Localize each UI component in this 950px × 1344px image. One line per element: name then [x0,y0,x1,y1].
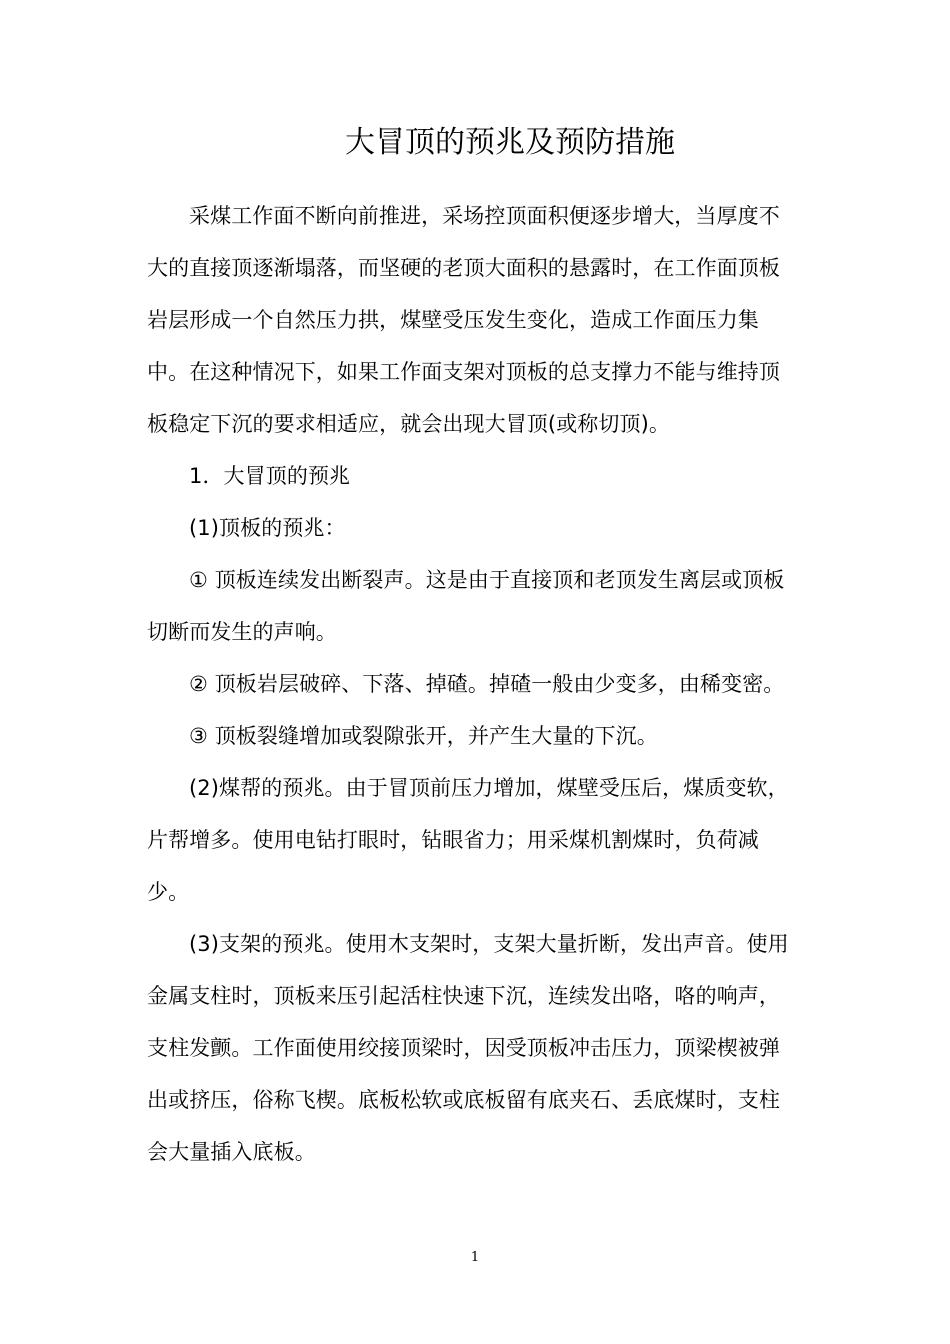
paragraph-coal-wall-precursors: (2)煤帮的预兆。由于冒顶前压力增加，煤壁受压后，煤质变软，片帮增多。使用电钻打眼时，钻眼省力；用采煤机割煤时，负荷减少。 [147,776,789,904]
list-item-roof-2: ② 顶板岩层破碎、下落、掉碴。掉碴一般由少变多，由稀变密。 [189,672,785,696]
list-item-roof-3: ③ 顶板裂缝增加或裂隙张开，并产生大量的下沉。 [189,724,658,748]
paragraph-support-precursors: (3)支架的预兆。使用木支架时，支架大量折断，发出声音。使用金属支柱时，顶板来压引起活柱快速下沉，连续发出咯，咯的响声，支柱发颤。工作面使用绞接顶梁时，因受顶板冲击压力，顶梁楔被弹出或挤压，俗称飞楔。底板松软或底板留有底夹石、丢底煤时，支柱会大量插入底板。 [147,932,789,1164]
section-heading-precursors: 1．大冒顶的预兆 [189,464,351,488]
subsection-roof-precursors: (1)顶板的预兆： [189,516,346,540]
document-body [147,190,799,1178]
page-number: 1 [470,1250,480,1265]
paragraph-intro: 采煤工作面不断向前推进，采场控顶面积便逐步增大，当厚度不大的直接顶逐渐塌落，而坚硬的老顶大面积的悬露时，在工作面顶板岩层形成一个自然压力拱，煤壁受压发生变化，造成工作面压力集中。在这种情况下，如果工作面支架对顶板的总支撑力不能与维持顶板稳定下沉的要求相适应，就会出现大冒顶(或称切顶)。 [147,204,780,436]
list-item-roof-1: ① 顶板连续发出断裂声。这是由于直接顶和老顶发生离层或顶板切断而发生的声响。 [147,568,785,644]
document-title: 大冒顶的预兆及预防措施 [345,125,675,160]
